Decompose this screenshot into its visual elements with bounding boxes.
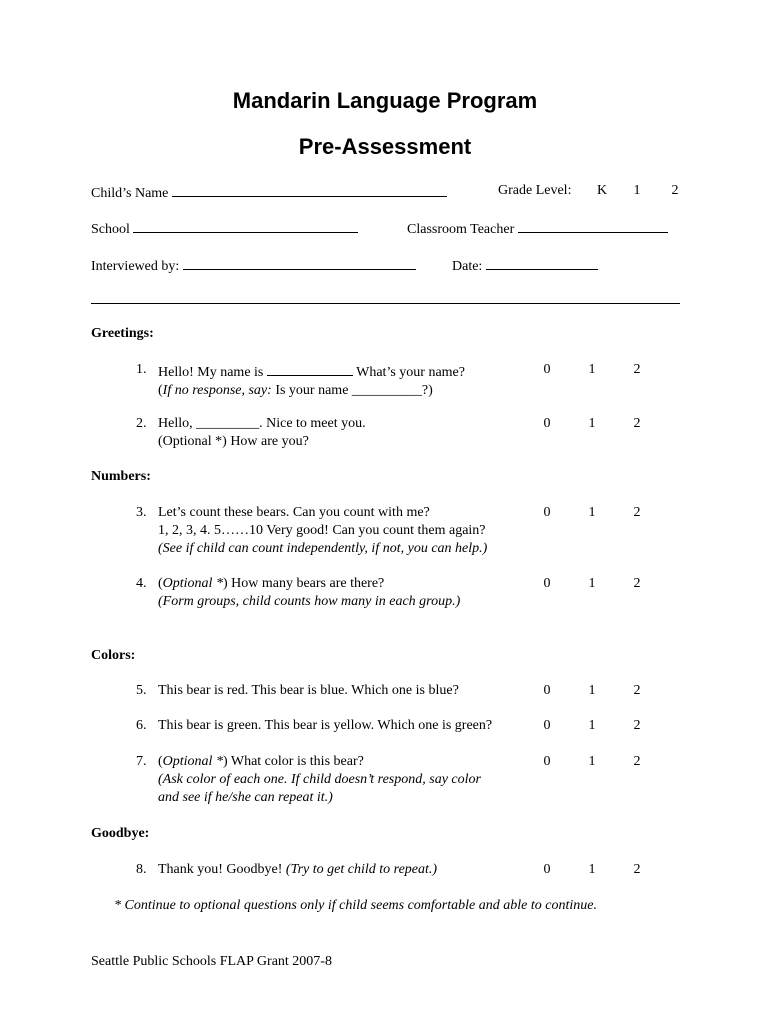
child-name-line[interactable] xyxy=(172,182,447,197)
question-number: 1. xyxy=(136,362,147,377)
footnote: * Continue to optional questions only if child seems comfortable and able to continue. xyxy=(114,898,597,913)
classroom-teacher-line[interactable] xyxy=(518,218,668,233)
name-blank xyxy=(267,361,353,376)
question-3 xyxy=(136,504,487,558)
instruction-text: (See if child can count independently, if not, you can help.) xyxy=(158,541,488,556)
school-field[interactable] xyxy=(91,218,358,239)
page-footer: Seattle Public Schools FLAP Grant 2007-8 xyxy=(91,954,332,969)
question-text: (Optional *) How are you? xyxy=(158,434,309,449)
optional-marker: Optional * xyxy=(162,576,223,591)
question-text: ) How many bears are there? xyxy=(222,576,385,591)
score-2-option[interactable]: 2 xyxy=(633,718,641,733)
question-text: Hello, _________. Nice to meet you. xyxy=(158,416,366,431)
score-1-option[interactable]: 1 xyxy=(588,862,596,877)
question-text: Hello! My name is xyxy=(158,365,267,380)
section-colors: Colors: xyxy=(91,648,136,663)
date-label: Date: xyxy=(452,259,483,274)
question-number: 6. xyxy=(136,718,147,733)
grade-k-option[interactable]: K xyxy=(596,183,608,198)
classroom-teacher-field[interactable] xyxy=(407,218,668,239)
grade-level-label: Grade Level: xyxy=(498,183,572,198)
score-1-option[interactable]: 1 xyxy=(588,505,596,520)
score-2-option[interactable]: 2 xyxy=(633,862,641,877)
question-4: 4. (Optional *) How many bears are there? (Form groups, child counts how many in each group.) xyxy=(136,576,461,609)
question-number: 7. xyxy=(136,754,147,769)
score-1-option[interactable]: 1 xyxy=(588,754,596,769)
score-0-option[interactable]: 0 xyxy=(543,862,551,877)
question-text: Thank you! Goodbye! xyxy=(158,862,286,877)
question-number: 8. xyxy=(136,862,147,877)
question-text: 1, 2, 3, 4. 5……10 Very good! Can you count them again? xyxy=(158,523,486,538)
score-1-option[interactable]: 1 xyxy=(588,683,596,698)
score-1-option[interactable]: 1 xyxy=(588,576,596,591)
question-text: What’s your name? xyxy=(352,365,465,380)
question-5 xyxy=(136,682,459,700)
question-text: Is your name __________?) xyxy=(271,383,433,398)
score-1-option[interactable]: 1 xyxy=(588,416,596,431)
score-0-option[interactable]: 0 xyxy=(543,416,551,431)
question-text: This bear is green. This bear is yellow. Which one is green? xyxy=(158,718,493,733)
question-number: 3. xyxy=(136,505,147,520)
school-line[interactable] xyxy=(133,218,358,233)
score-2-option[interactable]: 2 xyxy=(633,683,641,698)
document-subtitle: Pre-Assessment xyxy=(298,134,472,159)
document-title: Mandarin Language Program xyxy=(232,88,538,113)
score-2-option[interactable]: 2 xyxy=(633,754,641,769)
child-name-field[interactable] xyxy=(91,182,447,203)
instruction-text: and see if he/she can repeat it.) xyxy=(158,790,333,805)
question-7: 7. (Optional *) What color is this bear? (Ask color of each one. If child doesn’t respond, say color and see if he/she can repeat it.) xyxy=(136,754,481,805)
interviewed-by-label: Interviewed by: xyxy=(91,259,180,274)
score-2-option[interactable]: 2 xyxy=(633,505,641,520)
score-0-option[interactable]: 0 xyxy=(543,576,551,591)
instruction-text: If no response, say: xyxy=(162,383,272,398)
score-0-option[interactable]: 0 xyxy=(543,718,551,733)
child-name-label: Child’s Name xyxy=(91,186,169,201)
question-number: 2. xyxy=(136,416,147,431)
instruction-text: (Try to get child to repeat.) xyxy=(285,862,438,877)
score-2-option[interactable]: 2 xyxy=(633,576,641,591)
grade-2-option[interactable]: 2 xyxy=(671,183,679,198)
section-goodbye: Goodbye: xyxy=(91,826,150,841)
score-1-option[interactable]: 1 xyxy=(588,362,596,377)
question-text: ) What color is this bear? xyxy=(222,754,364,769)
date-line[interactable] xyxy=(486,255,598,270)
question-1: 1. Hello! My name is What’s your name? (If no response, say: Is your name __________?) xyxy=(136,362,465,398)
score-0-option[interactable]: 0 xyxy=(543,505,551,520)
score-1-option[interactable]: 1 xyxy=(588,718,596,733)
grade-1-option[interactable]: 1 xyxy=(633,183,641,198)
question-8 xyxy=(136,861,437,879)
section-greetings: Greetings: xyxy=(91,326,154,341)
score-0-option[interactable]: 0 xyxy=(543,362,551,377)
optional-marker: Optional * xyxy=(162,754,223,769)
classroom-teacher-label: Classroom Teacher xyxy=(407,222,515,237)
school-label: School xyxy=(91,222,130,237)
section-numbers: Numbers: xyxy=(91,469,151,484)
question-text: This bear is red. This bear is blue. Which one is blue? xyxy=(158,683,459,698)
header-divider xyxy=(91,303,680,304)
score-2-option[interactable]: 2 xyxy=(633,362,641,377)
score-0-option[interactable]: 0 xyxy=(543,754,551,769)
score-2-option[interactable]: 2 xyxy=(633,416,641,431)
instruction-text: (Form groups, child counts how many in each group.) xyxy=(158,594,461,609)
score-0-option[interactable]: 0 xyxy=(543,683,551,698)
interviewed-by-line[interactable] xyxy=(183,255,416,270)
question-number: 4. xyxy=(136,576,147,591)
question-6 xyxy=(136,717,492,735)
question-2 xyxy=(136,415,366,451)
question-text: Let’s count these bears. Can you count with me? xyxy=(158,505,430,520)
date-field[interactable] xyxy=(452,255,598,276)
interviewed-by-field[interactable] xyxy=(91,255,416,276)
instruction-text: (Ask color of each one. If child doesn’t respond, say color xyxy=(158,772,481,787)
question-number: 5. xyxy=(136,683,147,698)
